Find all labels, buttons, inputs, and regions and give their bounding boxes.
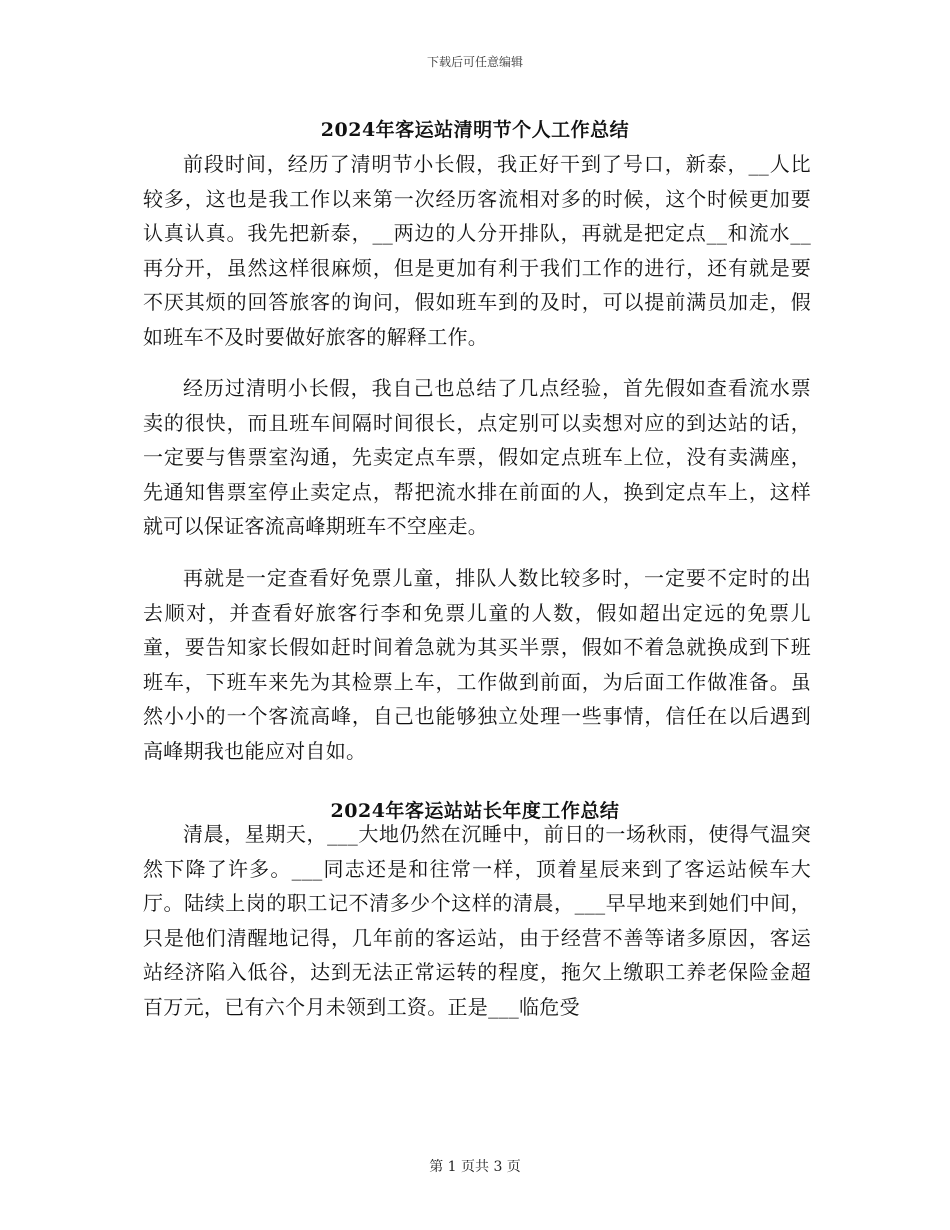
- page-header: 下载后可任意编辑: [426, 55, 523, 69]
- page-footer: 第 1 页共 3 页: [429, 1159, 521, 1175]
- paragraph: 清晨，星期天，___大地仍然在沉睡中，前日的一场秋雨，使得气温突然下降了许多。___同志还是和往常一样，顶着星辰来到了客运站候车大厅。陆续上岗的职工记不清多少个这样的清晨，___早早地来到她们中间，只是他们清醒地记得，几年前的客运站，由于经营不善等诸多原因，客运站经济陷入低谷，达到无法正常运转的程度，拖欠上缴职工养老保险金超百万元，已有六个月未领到工资。正是___临危受: [143, 822, 811, 1019]
- paragraph: 前段时间，经历了清明节小长假，我正好干到了号口，新泰，__人比较多，这也是我工作以来第一次经历客流相对多的时候，这个时候更加要认真认真。我先把新泰，__两边的人分开排队，再就是把定点__和流水__再分开，虽然这样很麻烦，但是更加有利于我们工作的进行，还有就是要不厌其烦的回答旅客的询问，假如班车到的及时，可以提前满员加走，假如班车不及时要做好旅客的解释工作。: [143, 152, 811, 349]
- section-title: 2024年客运站站长年度工作总结: [330, 800, 620, 822]
- section-title: 2024年客运站清明节个人工作总结: [320, 119, 630, 141]
- paragraph: 再就是一定查看好免票儿童，排队人数比较多时，一定要不定时的出去顺对，并查看好旅客行李和免票儿童的人数，假如超出定远的免票儿童，要告知家长假如赶时间着急就为其买半票，假如不着急就换成到下班班车，下班车来先为其检票上车，工作做到前面，为后面工作做准备。虽然小小的一个客流高峰，自己也能够独立处理一些事情，信任在以后遇到高峰期我也能应对自如。: [143, 566, 811, 763]
- paragraph: 经历过清明小长假，我自己也总结了几点经验，首先假如查看流水票卖的很快，而且班车间隔时间很长，点定别可以卖想对应的到达站的话，一定要与售票室沟通，先卖定点车票，假如定点班车上位，没有卖满座，先通知售票室停止卖定点，帮把流水排在前面的人，换到定点车上，这样就可以保证客流高峰期班车不空座走。: [143, 376, 811, 538]
